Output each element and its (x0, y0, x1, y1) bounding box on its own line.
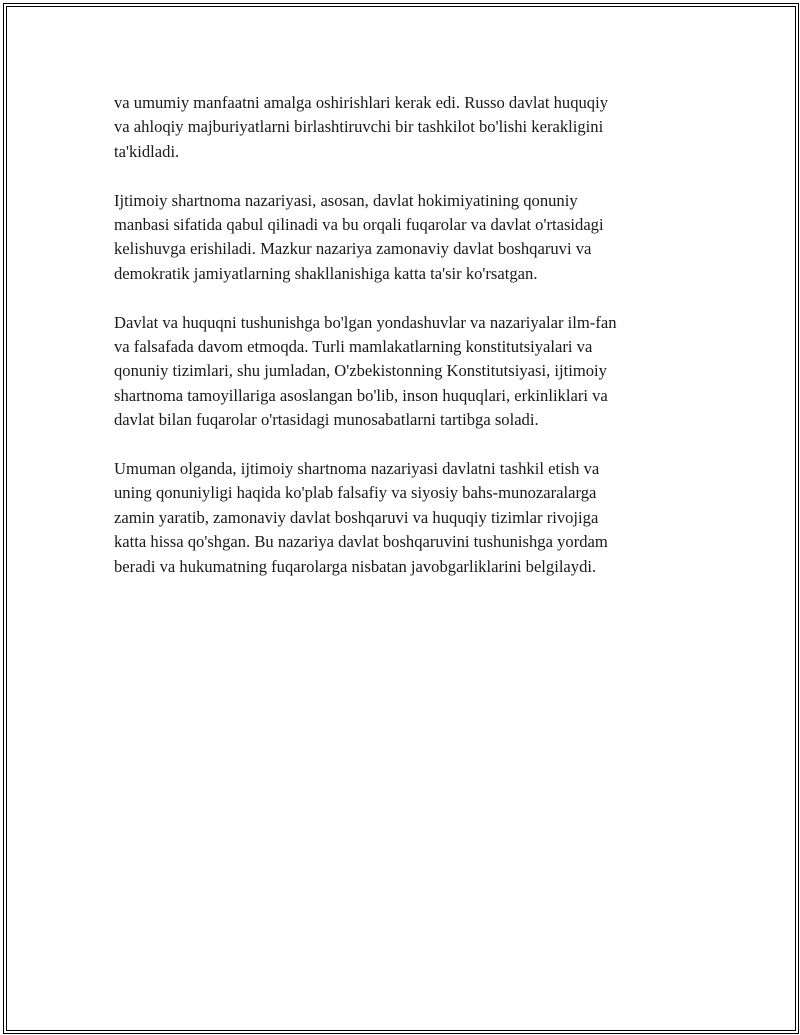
paragraph-3: Davlat va huquqni tushunishga bo'lgan yondashuvlar va nazariyalar ilm-fan va falsafada davom etmoqda. Turli mamlakatlarning konstitutsiyalari va qonuniy tizimlari, shu jumladan, O'zbekistonning Konstitutsiyasi, ijtimoiy shartnoma tamoyillariga asoslangan bo'lib, inson huquqlari, erkinliklari va davlat bilan fuqarolar o'rtasidagi munosabatlarni tartibga soladi. (114, 312, 617, 430)
document-body (114, 91, 684, 603)
paragraph-1: va umumiy manfaatni amalga oshirishlari kerak edi. Russo davlat huquqiy va ahloqiy majburiyatlarni birlashtiruvchi bir tashkilot bo'lishi kerakligini ta'kidladi. (114, 93, 609, 161)
paragraph-4: Umuman olganda, ijtimoiy shartnoma nazariyasi davlatni tashkil etish va uning qonuniyligi haqida ko'plab falsafiy va siyosiy bahs-munozaralarga zamin yaratib, zamonaviy davlat boshqaruvi va huquqiy tizimlar rivojiga katta hissa qo'shgan. Bu nazariya davlat boshqaruvini tushunishga yordam beradi va hukumatning fuqarolarga nisbatan javobgarliklarini belgilaydi. (114, 459, 608, 576)
paragraph-2: Ijtimoiy shartnoma nazariyasi, asosan, davlat hokimiyatining qonuniy manbasi sifatida qabul qilinadi va bu orqali fuqarolar va davlat o'rtasidagi kelishuvga erishiladi. Mazkur nazariya zamonaviy davlat boshqaruvi va demokratik jamiyatlarning shakllanishiga katta ta'sir ko'rsatgan. (114, 190, 604, 283)
